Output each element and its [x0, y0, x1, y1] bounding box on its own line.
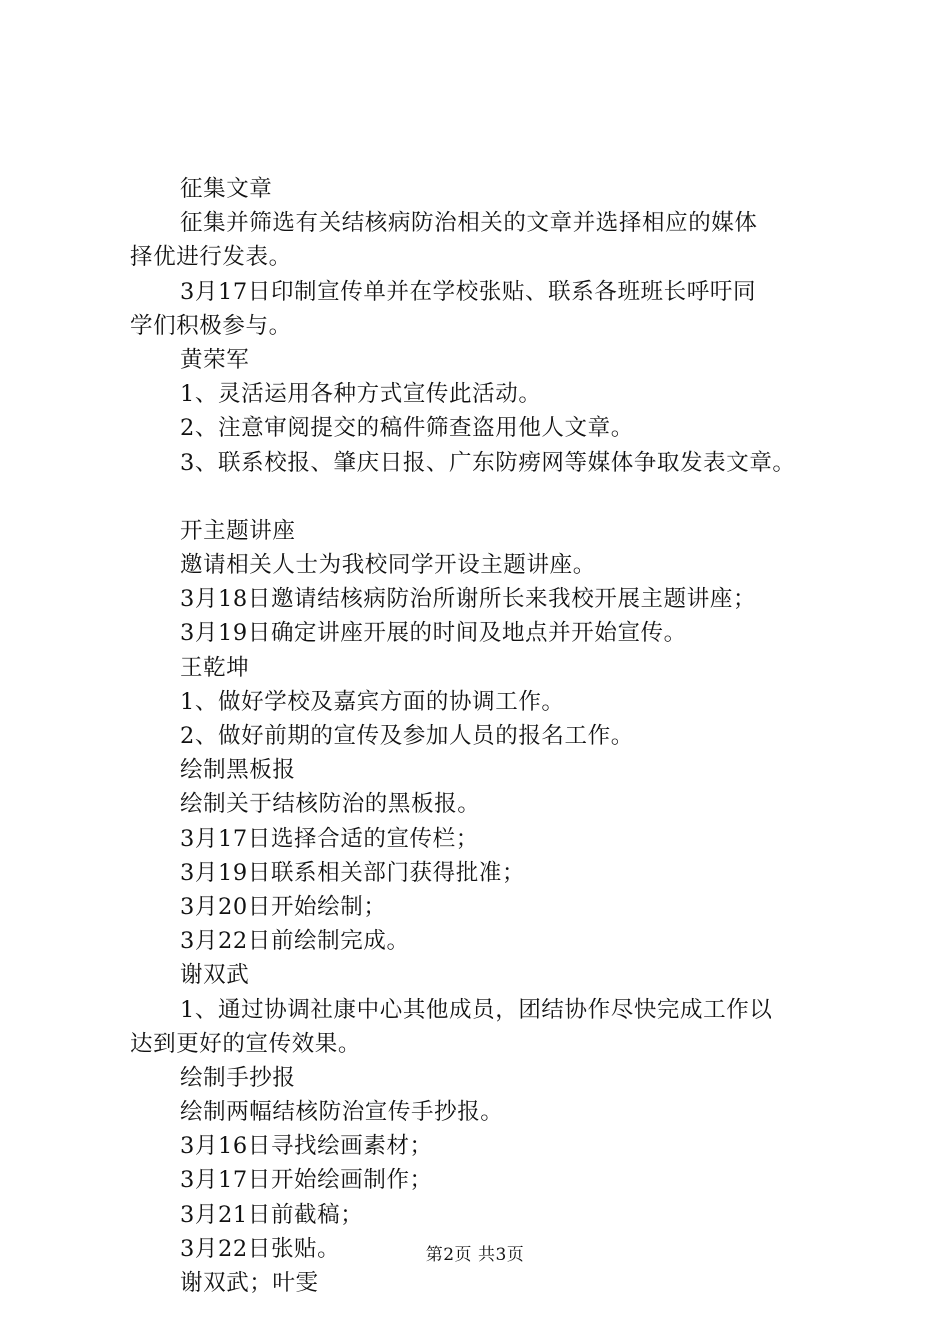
section-title: 征集文章 — [180, 176, 273, 202]
section-task-cont: 达到更好的宣传效果。 — [130, 1030, 362, 1057]
section-purpose: 绘制关于结核防治的黑板报。 — [180, 791, 481, 818]
section-task: 1、做好学校及嘉宾方面的协调工作。 — [180, 688, 565, 715]
section-schedule: 3月17日开始绘画制作； — [180, 1167, 433, 1194]
section-schedule: 3月17日选择合适的宣传栏； — [180, 825, 479, 852]
document-body — [130, 172, 835, 1300]
section-task: 2、做好前期的宣传及参加人员的报名工作。 — [180, 723, 634, 749]
section-owner: 谢双武；叶雯 — [180, 1270, 319, 1296]
section-schedule: 3月19日联系相关部门获得批准； — [180, 859, 526, 886]
section-schedule: 3月16日寻找绘画素材； — [180, 1133, 433, 1160]
section-title: 绘制黑板报 — [180, 757, 296, 784]
section-schedule: 3月18日邀请结核病防治所谢所长来我校开展主题讲座； — [180, 586, 757, 613]
section-schedule: 3月21日前截稿； — [180, 1201, 364, 1228]
section-task: 3、联系校报、肇庆日报、广东防痨网等媒体争取发表文章。 — [180, 449, 796, 476]
section-owner: 王乾坤 — [180, 654, 250, 681]
section-owner: 黄荣军 — [180, 346, 250, 373]
section-purpose: 绘制两幅结核防治宣传手抄报。 — [180, 1099, 504, 1126]
section-schedule: 3月17日印制宣传单并在学校张贴、联系各班班长呼吁同 — [180, 278, 757, 305]
page-number: 第2页 共3页 — [425, 1245, 525, 1265]
section-purpose: 邀请相关人士为我校同学开设主题讲座。 — [180, 552, 596, 579]
section-schedule: 3月22日张贴。 — [180, 1235, 341, 1262]
section-title: 绘制手抄报 — [180, 1064, 296, 1091]
section-schedule: 3月19日确定讲座开展的时间及地点并开始宣传。 — [180, 620, 687, 647]
blank-line — [130, 480, 835, 514]
section-task: 1、通过协调社康中心其他成员，团结协作尽快完成工作以 — [180, 996, 773, 1023]
section-schedule: 3月20日开始绘制； — [180, 893, 387, 920]
section-schedule-cont: 学们积极参与。 — [130, 312, 292, 339]
section-task: 2、注意审阅提交的稿件筛查盗用他人文章。 — [180, 415, 634, 442]
section-title: 开主题讲座 — [180, 517, 296, 544]
section-task: 1、灵活运用各种方式宣传此活动。 — [180, 381, 542, 408]
section-purpose-cont: 择优进行发表。 — [130, 244, 292, 271]
section-purpose: 征集并筛选有关结核病防治相关的文章并选择相应的媒体 — [180, 210, 758, 237]
section-schedule: 3月22日前绘制完成。 — [180, 928, 410, 955]
section-owner: 谢双武 — [180, 962, 250, 989]
